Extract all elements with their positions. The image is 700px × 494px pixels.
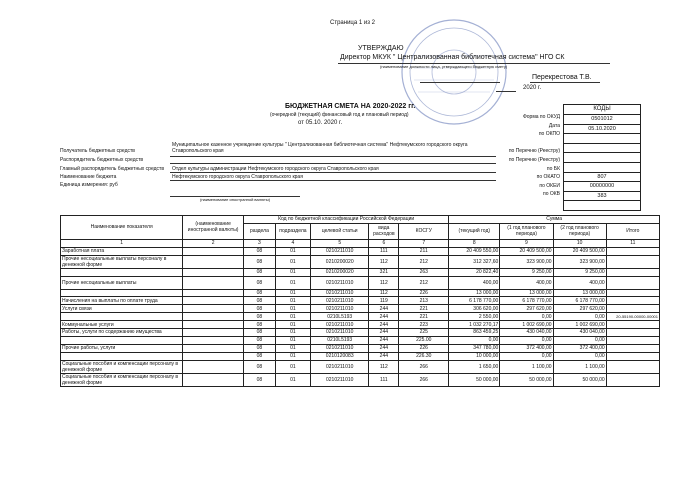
row-section: 08 xyxy=(243,289,275,297)
row-plan1: 0,00 xyxy=(500,352,553,360)
row-total xyxy=(606,289,659,297)
col-number: 1 xyxy=(61,239,183,247)
row-plan2: 1 002 690,00 xyxy=(553,321,606,329)
col-number: 8 xyxy=(449,239,500,247)
code-label: по ОКЕИ xyxy=(539,182,560,189)
row-target: 0210211010 xyxy=(310,344,369,352)
row-current: 6 178 770,00 xyxy=(449,297,500,305)
table-row xyxy=(61,247,660,255)
row-name: Коммунальные услуги xyxy=(61,321,183,329)
header-plan1: (1 год планового периода) xyxy=(500,223,553,239)
row-name xyxy=(61,268,183,276)
row-plan1: 6 178 770,00 xyxy=(500,297,553,305)
row-target: 0210211010 xyxy=(310,305,369,313)
row-section: 08 xyxy=(243,344,275,352)
row-subsection: 01 xyxy=(275,297,310,305)
row-total xyxy=(606,329,659,337)
row-foreign-currency xyxy=(183,247,244,255)
table-row xyxy=(61,305,660,313)
row-plan2: 323 900,00 xyxy=(553,255,606,268)
row-plan1: 400,00 xyxy=(500,276,553,289)
row-target: 0210211010 xyxy=(310,297,369,305)
row-expense-type: 112 xyxy=(369,360,399,373)
row-subsection: 01 xyxy=(275,321,310,329)
table-row xyxy=(61,373,660,386)
header-sum-group: Сумма xyxy=(449,216,660,224)
code-value: 0501012 xyxy=(564,115,640,125)
row-name: Заработная плата xyxy=(61,247,183,255)
row-total xyxy=(606,305,659,313)
row-target: 0210211010 xyxy=(310,360,369,373)
row-plan2: 400,00 xyxy=(553,276,606,289)
row-plan1: 1 002 690,00 xyxy=(500,321,553,329)
row-plan2: 0,00 xyxy=(553,352,606,360)
row-expense-type: 112 xyxy=(369,289,399,297)
row-kosgu: 226.30 xyxy=(399,352,449,360)
row-current: 10 000,00 xyxy=(449,352,500,360)
approval-signer: Перекрестова Т.В. xyxy=(532,74,592,81)
row-foreign-currency xyxy=(183,352,244,360)
org-label-unit: Единица измерения: руб xyxy=(60,182,118,188)
row-name xyxy=(61,313,183,321)
row-name: Начисления на выплаты по оплате труда xyxy=(61,297,183,305)
row-total xyxy=(606,336,659,344)
row-total xyxy=(606,321,659,329)
table-row xyxy=(61,352,660,360)
org-label-main-distributor: Главный распорядитель бюджетных средств xyxy=(60,166,165,172)
row-kosgu: 225.00 xyxy=(399,336,449,344)
row-target: 0210120083 xyxy=(310,352,369,360)
table-row xyxy=(61,313,660,321)
row-name xyxy=(61,336,183,344)
org-budget-name: Нефтекумского городского округа Ставропольского края xyxy=(172,174,303,180)
column-number-row xyxy=(61,239,660,247)
row-current: 50 000,00 xyxy=(449,373,500,386)
row-section: 08 xyxy=(243,268,275,276)
row-kosgu: 226 xyxy=(399,289,449,297)
org-main-distributor: Отдел культуры администрации Нефтекумского городского округа Ставропольского края xyxy=(172,166,379,172)
row-plan2: 0,00 xyxy=(553,336,606,344)
row-current: 0,00 xyxy=(449,336,500,344)
row-plan1: 13 000,00 xyxy=(500,289,553,297)
row-expense-type: 244 xyxy=(369,336,399,344)
row-foreign-currency xyxy=(183,305,244,313)
row-foreign-currency xyxy=(183,336,244,344)
row-subsection: 01 xyxy=(275,289,310,297)
header-expense-type: вида расходов xyxy=(369,223,399,239)
code-value xyxy=(564,153,640,163)
table-row xyxy=(61,336,660,344)
row-plan2: 297 620,00 xyxy=(553,305,606,313)
header-indicator: Наименование показателя xyxy=(61,216,183,240)
code-value xyxy=(564,163,640,173)
row-foreign-currency xyxy=(183,329,244,337)
seal-stamp-icon xyxy=(398,16,510,128)
row-plan2: 1 100,00 xyxy=(553,360,606,373)
row-expense-type: 112 xyxy=(369,255,399,268)
row-plan2: 50 000,00 xyxy=(553,373,606,386)
row-section: 08 xyxy=(243,373,275,386)
row-section: 08 xyxy=(243,255,275,268)
code-label: по Перечню (Реестру) xyxy=(508,156,560,163)
row-plan1: 0,00 xyxy=(500,336,553,344)
row-plan2: 6 178 770,00 xyxy=(553,297,606,305)
table-row xyxy=(61,276,660,289)
row-plan2: 13 000,00 xyxy=(553,289,606,297)
row-name: Услуги связи xyxy=(61,305,183,313)
header-kosgu: КОСГУ xyxy=(399,223,449,239)
row-expense-type: 244 xyxy=(369,352,399,360)
row-total: 20-55190-00000-00001 xyxy=(606,313,659,321)
approval-title: УТВЕРЖДАЮ xyxy=(358,45,404,52)
row-plan1: 9 250,00 xyxy=(500,268,553,276)
header-foreign-currency: (наименование иностранной валюты) xyxy=(183,216,244,240)
row-total xyxy=(606,247,659,255)
document-subtitle: (очередной (текущий) финансовый год и плановый период) xyxy=(270,112,409,118)
row-section: 08 xyxy=(243,313,275,321)
row-target: 0210211010 xyxy=(310,276,369,289)
header-current: (текущий год) xyxy=(449,223,500,239)
row-foreign-currency xyxy=(183,344,244,352)
row-target: 0210211010 xyxy=(310,329,369,337)
code-value xyxy=(564,201,640,210)
row-total xyxy=(606,268,659,276)
code-value: 05.10.2020 xyxy=(564,125,640,135)
row-kosgu: 212 xyxy=(399,255,449,268)
row-subsection: 01 xyxy=(275,329,310,337)
code-value: 383 xyxy=(564,192,640,202)
row-current: 347 780,00 xyxy=(449,344,500,352)
row-name: Прочие работы, услуги xyxy=(61,344,183,352)
col-number: 6 xyxy=(369,239,399,247)
table-row xyxy=(61,255,660,268)
row-kosgu: 221 xyxy=(399,305,449,313)
row-section: 08 xyxy=(243,305,275,313)
row-expense-type: 112 xyxy=(369,276,399,289)
row-subsection: 01 xyxy=(275,268,310,276)
row-current: 400,00 xyxy=(449,276,500,289)
row-current: 1 650,00 xyxy=(449,360,500,373)
row-total xyxy=(606,297,659,305)
col-number: 9 xyxy=(500,239,553,247)
row-name: Прочие несоциальные выплаты персоналу в денежной форме xyxy=(61,255,183,268)
row-expense-type: 244 xyxy=(369,305,399,313)
col-number: 11 xyxy=(606,239,659,247)
row-target: 0210L5193 xyxy=(310,336,369,344)
row-total xyxy=(606,255,659,268)
row-plan2: 9 250,00 xyxy=(553,268,606,276)
row-kosgu: 221 xyxy=(399,313,449,321)
page-counter: Страница 1 из 2 xyxy=(330,20,375,26)
row-foreign-currency xyxy=(183,289,244,297)
row-plan1: 323 900,00 xyxy=(500,255,553,268)
row-kosgu: 212 xyxy=(399,276,449,289)
row-section: 08 xyxy=(243,352,275,360)
code-value: 807 xyxy=(564,173,640,183)
row-foreign-currency xyxy=(183,297,244,305)
code-label: по Перечню (Реестру) xyxy=(508,148,560,155)
row-subsection: 01 xyxy=(275,373,310,386)
org-label-budget: Наименование бюджета xyxy=(60,174,117,180)
row-subsection: 01 xyxy=(275,352,310,360)
col-number: 7 xyxy=(399,239,449,247)
row-target: 0210211010 xyxy=(310,289,369,297)
row-current: 863 459,25 xyxy=(449,329,500,337)
row-section: 08 xyxy=(243,297,275,305)
row-expense-type: 244 xyxy=(369,344,399,352)
row-foreign-currency xyxy=(183,268,244,276)
row-plan2: 20 409 500,00 xyxy=(553,247,606,255)
row-kosgu: 211 xyxy=(399,247,449,255)
code-label: Дата xyxy=(548,122,560,129)
org-label-recipient: Получатель бюджетных средств xyxy=(60,148,135,154)
code-label: по ОКАТО xyxy=(536,174,560,181)
table-row xyxy=(61,360,660,373)
approval-date: 2020 г. xyxy=(523,85,542,91)
row-plan1: 430 040,00 xyxy=(500,329,553,337)
row-current: 2 550,00 xyxy=(449,313,500,321)
code-value xyxy=(564,144,640,154)
row-name: Социальные пособия и компенсации персоналу в денежной форме xyxy=(61,360,183,373)
row-section: 08 xyxy=(243,336,275,344)
row-foreign-currency xyxy=(183,373,244,386)
header-target: целевой статьи xyxy=(310,223,369,239)
row-foreign-currency xyxy=(183,321,244,329)
row-total xyxy=(606,373,659,386)
row-name: Прочие несоциальные выплаты xyxy=(61,276,183,289)
code-label: по ОКВ xyxy=(542,191,560,198)
col-number: 4 xyxy=(275,239,310,247)
row-subsection: 01 xyxy=(275,313,310,321)
row-name xyxy=(61,289,183,297)
row-expense-type: 321 xyxy=(369,268,399,276)
row-kosgu: 266 xyxy=(399,360,449,373)
row-expense-type: 244 xyxy=(369,313,399,321)
header-subsection: подраздела xyxy=(275,223,310,239)
row-kosgu: 226 xyxy=(399,344,449,352)
row-subsection: 01 xyxy=(275,336,310,344)
row-current: 1 032 270,17 xyxy=(449,321,500,329)
row-foreign-currency xyxy=(183,360,244,373)
row-current: 20 822,40 xyxy=(449,268,500,276)
row-target: 0210211010 xyxy=(310,321,369,329)
row-section: 08 xyxy=(243,247,275,255)
row-expense-type: 111 xyxy=(369,373,399,386)
row-plan1: 297 620,00 xyxy=(500,305,553,313)
org-recipient: Муниципальное казенное учреждение культуры " Централизованная библиотечная система" Нефтекумского городского округа Ставропольского края xyxy=(172,142,468,154)
header-kbk-group: Код по бюджетной классификации Российской Федерации xyxy=(243,216,448,224)
row-plan1: 50 000,00 xyxy=(500,373,553,386)
row-target: 0210200020 xyxy=(310,268,369,276)
row-target: 0210211010 xyxy=(310,373,369,386)
table-row xyxy=(61,344,660,352)
header-total: Итого xyxy=(606,223,659,239)
code-label: по ОКПО xyxy=(538,131,560,138)
row-total xyxy=(606,276,659,289)
row-section: 08 xyxy=(243,321,275,329)
row-kosgu: 225 xyxy=(399,329,449,337)
table-row xyxy=(61,297,660,305)
table-row xyxy=(61,329,660,337)
row-kosgu: 223 xyxy=(399,321,449,329)
row-section: 08 xyxy=(243,360,275,373)
code-value: 00000000 xyxy=(564,182,640,192)
code-label: Форма по ОКУД xyxy=(522,114,560,120)
row-current: 20 409 550,00 xyxy=(449,247,500,255)
row-current: 13 000,00 xyxy=(449,289,500,297)
row-plan1: 1 100,00 xyxy=(500,360,553,373)
row-total xyxy=(606,344,659,352)
row-total xyxy=(606,360,659,373)
row-plan1: 0,00 xyxy=(500,313,553,321)
row-target: 0210200020 xyxy=(310,255,369,268)
row-current: 312 327,60 xyxy=(449,255,500,268)
row-name: Социальные пособия и компенсации персоналу в денежной форме xyxy=(61,373,183,386)
row-subsection: 01 xyxy=(275,360,310,373)
org-label-distributor: Распорядитель бюджетных средств xyxy=(60,157,144,163)
approval-position: Директор МКУК " Централизованная библиотечная система" НГО СК xyxy=(340,54,565,61)
row-plan1: 372 400,00 xyxy=(500,344,553,352)
codes-box xyxy=(563,104,641,211)
row-subsection: 01 xyxy=(275,247,310,255)
row-foreign-currency xyxy=(183,276,244,289)
row-plan2: 372 400,00 xyxy=(553,344,606,352)
col-number: 10 xyxy=(553,239,606,247)
codes-header: КОДЫ xyxy=(564,105,640,115)
row-subsection: 01 xyxy=(275,305,310,313)
row-plan2: 0,00 xyxy=(553,313,606,321)
row-plan2: 430 040,00 xyxy=(553,329,606,337)
col-number: 5 xyxy=(310,239,369,247)
code-value xyxy=(564,134,640,144)
row-foreign-currency xyxy=(183,313,244,321)
table-row xyxy=(61,321,660,329)
row-current: 306 620,00 xyxy=(449,305,500,313)
row-kosgu: 263 xyxy=(399,268,449,276)
currency-caption: (наименование иностранной валюты) xyxy=(200,197,271,202)
row-plan1: 20 409 500,00 xyxy=(500,247,553,255)
col-number: 3 xyxy=(243,239,275,247)
row-target: 0210L5193 xyxy=(310,313,369,321)
header-section: раздела xyxy=(243,223,275,239)
approval-caption: (наименование должности лица, утверждающего бюджетную смету) xyxy=(380,64,508,69)
row-foreign-currency xyxy=(183,255,244,268)
code-label: по БК xyxy=(546,165,560,172)
row-expense-type: 244 xyxy=(369,321,399,329)
row-expense-type: 244 xyxy=(369,329,399,337)
row-target: 0210211010 xyxy=(310,247,369,255)
document-title: БЮДЖЕТНАЯ СМЕТА НА 2020-2022 гг. xyxy=(285,103,416,110)
row-total xyxy=(606,352,659,360)
row-subsection: 01 xyxy=(275,344,310,352)
row-subsection: 01 xyxy=(275,255,310,268)
row-section: 08 xyxy=(243,329,275,337)
row-kosgu: 266 xyxy=(399,373,449,386)
row-name xyxy=(61,352,183,360)
table-row xyxy=(61,268,660,276)
row-section: 08 xyxy=(243,276,275,289)
document-date: от 05.10. 2020 г. xyxy=(298,120,343,126)
row-kosgu: 213 xyxy=(399,297,449,305)
row-subsection: 01 xyxy=(275,276,310,289)
row-expense-type: 111 xyxy=(369,247,399,255)
row-name: Работы, услуги по содержанию имущества xyxy=(61,329,183,337)
row-expense-type: 119 xyxy=(369,297,399,305)
budget-table xyxy=(60,215,660,387)
col-number: 2 xyxy=(183,239,244,247)
table-row xyxy=(61,289,660,297)
header-plan2: (2 год планового периода) xyxy=(553,223,606,239)
